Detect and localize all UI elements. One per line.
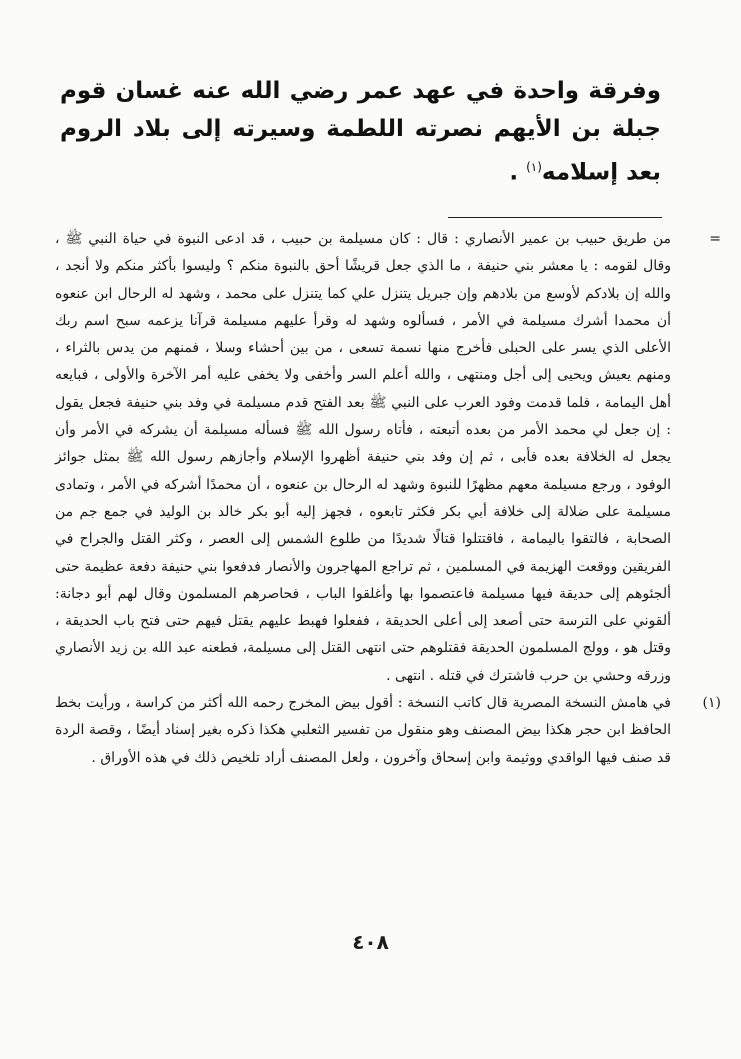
section-heading [60, 72, 661, 192]
continuation-text: من طريق حبيب بن عمير الأنصاري : قال : كان مسيلمة بن حبيب ، قد ادعى النبوة في حياة النبي ﷺ ، وقال لقومه : يا معشر بني حنيفة ، ما الذي جعل قريشًا أحق بالنبوة منكم ؟ وليسوا بأكثر منكم ولا أنجد ، والله إن بلادكم لأوسع من بلادهم وإن جبريل يتنزل علي كما يتنزل على محمد ، وشهد له الرحال ابن عنعوه أن محمدا أشرك مسيلمة في الأمر ، فسألوه وشهد له وقرأ عليهم مسيلمة قرآنا يزعمه سبح اسم ربك الأعلى الذي يسر على الحبلى فأخرج منها نسمة تسعى ، من بين أحشاء وسلا ، فمنهم من يدس بالثراء ، ومنهم يعيش ويحيى إلى أجل ومنتهى ، والله أعلم السر وأخفى ولا يخفى عليه أمر الآخرة والأولى ، فبايعه أهل اليمامة ، فلما قدمت وفود العرب على النبي ﷺ بعد الفتح قدم مسيلمة في وفد بني حنيفة فجعل يقول : إن جعل لي محمد الأمر من بعده أتبعته ، فأتاه رسول الله ﷺ فسأله مسيلمة أن يشركه في الأمر وأن يجعل له الخلافة بعده فأبى ، ثم إن وفد بني حنيفة أظهروا الإسلام وأجازهم رسول الله ﷺ بمثل جوائز الوفود ، ورجع مسيلمة معهم مظهرًا للنبوة وشهد له الرحال بن عنعوه ، أن محمدًا أشركه في الأمر ، وتمادى مسيلمة على ضلالة إلى خلافة أبي بكر فكثر تابعوه ، فجهز إليه أبو بكر خالد بن الوليد في جمع جم من الصحابة ، فالتقوا باليمامة ، فاقتتلوا قتالًا شديدًا من طلوع الشمس إلى العصر ، وكثر القتل والجراح في الفريقين ووقعت الهزيمة في المسلمين ، ثم تراجع المهاجرون والأنصار فدفعوا بني حنيفة دفعة عظيمة حتى ألجئوهم إلى حديقة فيها مسيلمة فاعتصموا بها وأغلقوا الباب ، فحاصرهم المسلمون وقال لهم أبو دجانة: ألقوني على الترسة حتى أصعد إلى أعلى الحديقة ، ففعلوا فهبط عليهم يقتل فيهم حتى فتح باب الحديقة ، وقتل هو ، وولج المسلمون الحديقة فقتلوهم حتى انتهى القتل إلى مسيلمة، فطعنه عبد الله بن زيد الأنصاري وزرقه وحشي بن حرب فاشترك في قتله . انتهى . [55, 231, 671, 684]
continuation-mark: = [709, 231, 721, 247]
footnotes [55, 226, 721, 772]
footnote-separator [448, 217, 662, 218]
footnote-1-mark: (١) [702, 695, 721, 712]
heading-text: وفرقة واحدة في عهد عمر رضي الله عنه غسان قوم جبلة بن الأيهم نصرته اللطمة وسيرته إلى بلاد الروم بعد إسلامه [60, 78, 661, 186]
footnote-1-text: في هامش النسخة المصرية قال كاتب النسخة : أقول بيض المخرج رحمه الله أكثر من كراسة ، ورأيت بخط الحافظ ابن حجر هكذا بيض المصنف وهو منقول من تفسير الثعلبي هكذا ذكره بغير إسناد أيضًا ، وقصة الردة قد صنف فيها الواقدي ووثيمة وابن إسحاق وآخرون ، ولعل المصنف أراد تلخيص ذلك في هذه الأوراق . [55, 695, 671, 766]
heading-trailing: . [509, 159, 527, 186]
heading-footnote-ref: (١) [526, 160, 542, 174]
page-number: ٤٠٨ [352, 930, 389, 954]
footnote-continuation [55, 226, 721, 690]
footnote-1 [55, 690, 721, 772]
